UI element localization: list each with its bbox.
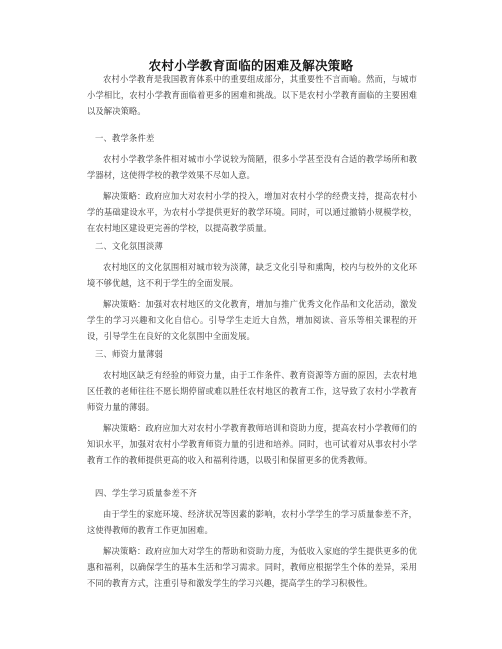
section-solution: 解决策略：政府应加大对农村小学的投入，增加对农村小学的经费支持，提高农村小学的基础建设水平，为农村小学提供更好的教学环境。同时，可以通过撤销小规模学校，在农村地区建设更完善的学校，以提高教学质量。 xyxy=(87,191,417,233)
section-problem: 农村地区的文化氛围相对城市较为淡薄，缺乏文化引导和熏陶，校内与校外的文化环境不够优越，这不利于学生的全面发展。 xyxy=(87,262,417,288)
intro-paragraph: 农村小学教育是我国教育体系中的重要组成部分，其重要性不言而喻。然而，与城市小学相比，农村小学教育面临着更多的困难和挑战。以下是农村小学教育面临的主要困难以及解决策略。 xyxy=(87,74,417,116)
section-solution: 解决策略：政府应加大对农村小学教育教师培训和资助力度，提高农村小学教师们的知识水平，加强对农村小学教育师资力量的引进和培养。同时，也可试着对从事农村小学教育工作的教师提供更高的收入和福利待遇，以吸引和保留更多的优秀教师。 xyxy=(87,423,417,465)
section-problem: 农村地区缺乏有经验的师资力量，由于工作条件、教育资源等方面的原因，去农村地区任教的老师往往不愿长期停留或难以胜任农村地区的教育工作，这导致了农村小学教育师资力量的薄弱。 xyxy=(87,370,417,412)
section-solution: 解决策略：政府应加大对学生的帮助和资助力度，为低收入家庭的学生提供更多的优惠和福利，以确保学生的基本生活和学习需求。同时，教师应根据学生个体的差异，采用不同的教育方式，注重引导和激发学生的学习兴趣，提高学生的学习积极性。 xyxy=(87,546,417,588)
section-heading: 二、文化氛围淡薄 xyxy=(95,241,163,251)
section-heading: 四、学生学习质量参差不齐 xyxy=(95,488,197,498)
section-solution: 解决策略：加强对农村地区的文化教育，增加与推广优秀文化作品和文化活动，激发学生的学习兴趣和文化自信心。引导学生走近大自然，增加阅读、音乐等相关课程的开设，引导学生在良好的文化氛围中全面发展。 xyxy=(87,299,417,341)
document-title: 农村小学教育面临的困难及解决策略 xyxy=(148,58,354,73)
section-heading: 一、教学条件差 xyxy=(95,133,155,143)
section-problem: 由于学生的家庭环境、经济状况等因素的影响，农村小学学生的学习质量参差不齐，这使得教师的教育工作更加困难。 xyxy=(87,509,417,535)
section-problem: 农村小学教学条件相对城市小学说较为简陋，很多小学甚至没有合适的教学场所和教学器材，这使得学校的教学效果不尽如人意。 xyxy=(87,154,417,180)
section-heading: 三、师资力量薄弱 xyxy=(95,349,163,359)
